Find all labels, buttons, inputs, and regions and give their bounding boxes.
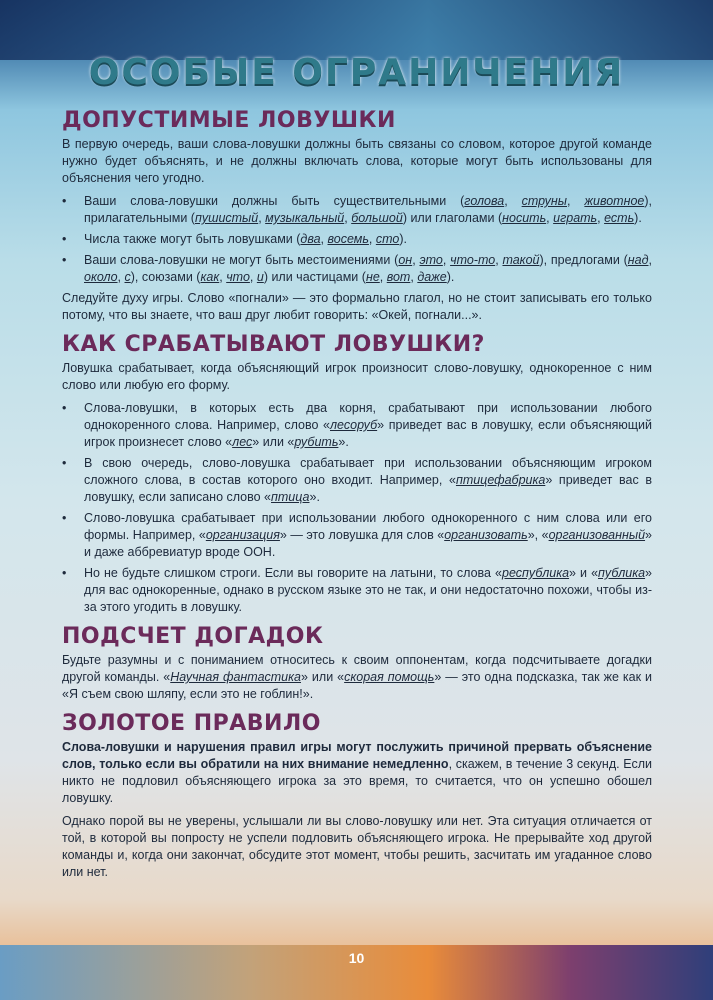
paragraph: В первую очередь, ваши слова-ловушки должны быть связаны со словом, которое другой команде нужно будет объяснять, и не должны включать слова, которые могут быть использованы для объяснения чего угодно. [62, 137, 652, 185]
list-item: • Слово-ловушка срабатывает при использовании любого однокоренного с ним слова или его формы. Например, «организация» — это ловушка для слов «организовать», «организованный» и даже аббревиатур вроде ООН. [62, 511, 652, 559]
content [62, 108, 652, 887]
top-decor [0, 0, 713, 60]
section-counting-guesses [62, 624, 652, 703]
list-item: • Ваши слова-ловушки должны быть существительными (голова, струны, животное), прилагательными (пушистый, музыкальный, большой) или глаголами (носить, играть, есть). [62, 194, 652, 225]
paragraph: Будьте разумны и с пониманием относитесь к своим оппонентам, когда подсчитываете догадки другой команды. «Научная фантастика» или «скорая помощь» — это одна подсказка, так же как и «Я съем свою шляпу, если это не гоблин!». [62, 653, 653, 701]
section-how-traps-work [62, 332, 652, 616]
bullet: • [62, 253, 67, 267]
bullet: • [62, 456, 67, 470]
list-item: • В свою очередь, слово-ловушка срабатывает при использовании объясняющим игроком сложного слова, в состав которого оно входит. Например, «птицефабрика» приведет вас в ловушку, если записано слово «птица». [62, 456, 652, 504]
bullet: • [62, 232, 67, 246]
bullet: • [62, 511, 67, 525]
paragraph: Ловушка срабатывает, когда объясняющий игрок произносит слово-ловушку, однокоренное с ним слово или любую его форму. [62, 361, 652, 392]
section-allowed-traps [62, 108, 652, 324]
section-golden-rule [62, 711, 652, 881]
list-item: • Ваши слова-ловушки не могут быть местоимениями (он, это, что-то, такой), предлогами (над, около, с), союзами (как, что, и) или частицами (не, вот, даже). [62, 253, 652, 284]
bullet: • [62, 401, 67, 415]
page-number: 10 [348, 950, 365, 966]
list-item: • Слова-ловушки, в которых есть два корня, срабатывают при использовании любого однокоренного слова. Например, слово «лесоруб» приведет вас в ловушку, если объясняющий игрок произнесет слово «лес» или «рубить». [62, 401, 652, 449]
list-item: • Но не будьте слишком строги. Если вы говорите на латыни, то слова «республика» и «публика» для вас однокоренные, однако в русском языке это не так, и они недостаточно похожи, чтобы из-за этого угодить в ловушку. [62, 566, 652, 614]
bullet-list [62, 193, 652, 286]
bullet-list [62, 400, 652, 616]
section-heading: КАК СРАБАТЫВАЮТ ЛОВУШКИ? [62, 332, 485, 357]
bullet: • [62, 566, 67, 580]
page-title: ОСОБЫЕ ОГРАНИЧЕНИЯ [88, 52, 625, 93]
section-heading: ЗОЛОТОЕ ПРАВИЛО [62, 711, 321, 736]
paragraph: Слова-ловушки и нарушения правил игры могут послужить причиной прервать объяснение слов, только если вы обратили на них внимание немедленно, скажем, в течение 3 секунд. Если никто не подловил объясняющего игрока за это время, то считается, что он успешно обошел ловушку. [62, 740, 653, 805]
list-item: • Числа также могут быть ловушками (два, восемь, сто). [62, 232, 407, 246]
paragraph: Однако порой вы не уверены, услышали ли вы слово-ловушку или нет. Эта ситуация отличается от той, в которой вы попросту не успели подловить объясняющего игрока. Не прерывайте ход другой команды и, когда они закончат, обсудите этот момент, чтобы решить, засчитать им угаданное слово или нет. [62, 814, 652, 879]
bullet: • [62, 194, 67, 208]
section-heading: ПОДСЧЕТ ДОГАДОК [62, 624, 324, 649]
paragraph: Следуйте духу игры. Слово «погнали» — это формально глагол, но не стоит записывать его только потому, что вы знаете, что ваш друг любит говорить: «Окей, погнали...». [62, 291, 652, 322]
section-heading: ДОПУСТИМЫЕ ЛОВУШКИ [62, 108, 396, 133]
